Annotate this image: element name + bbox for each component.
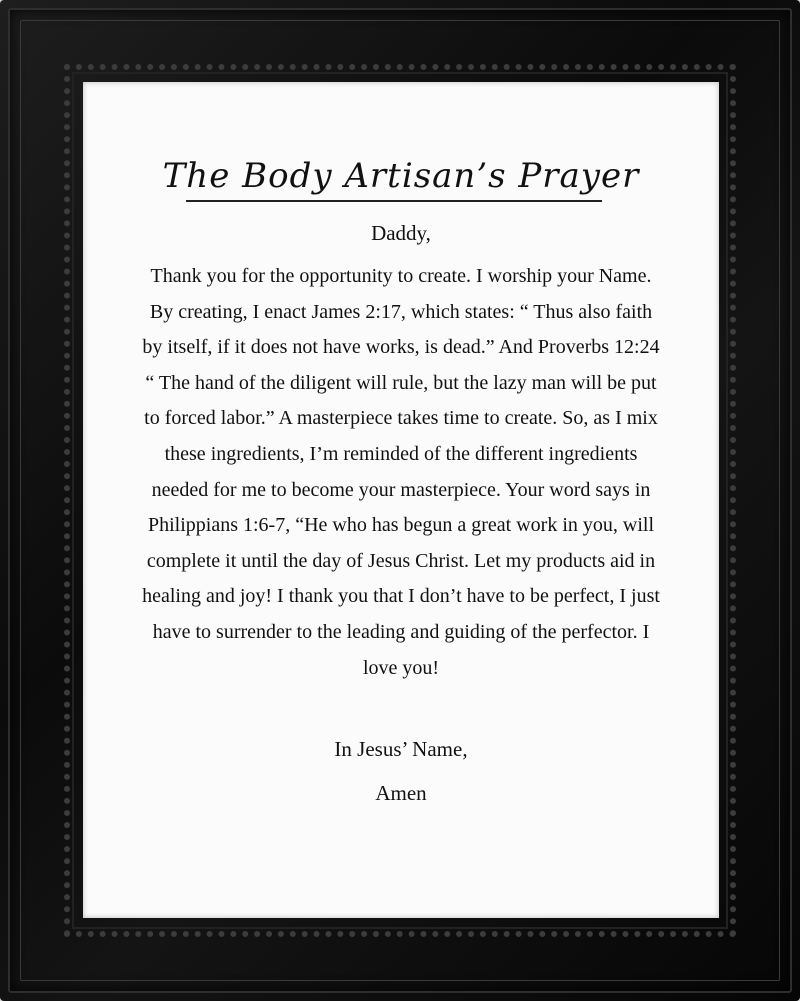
signoff: Amen (375, 781, 427, 805)
closing-line: In Jesus’ Name, (334, 737, 468, 761)
salutation: Daddy, (371, 221, 431, 245)
prayer-body: Thank you for the opportunity to create. I worship your Name. By creating, I enact James 2:17, which states: “ Thus also faith by itself, if it does not have works, is dead.” And Proverbs 12:24 “ The hand of the diligent will rule, but the lazy man will be put to forced labor.” A masterpiece takes time to create. So, as I mix these ingredients, I’m reminded of the different ingredients needed for me to become your masterpiece. Your word says in Philippians 1:6-7, “He who has begun a great work in you, will complete it until the day of Jesus Christ. Let my products aid in healing and joy! I thank you that I don’t have to be perfect, I just have to surrender to the leading and guiding of the perfector. I love you! (142, 265, 660, 679)
page-title: The Body Artisan’s Prayer (162, 156, 640, 196)
title-underline (186, 200, 602, 202)
prayer-paper (83, 82, 719, 918)
